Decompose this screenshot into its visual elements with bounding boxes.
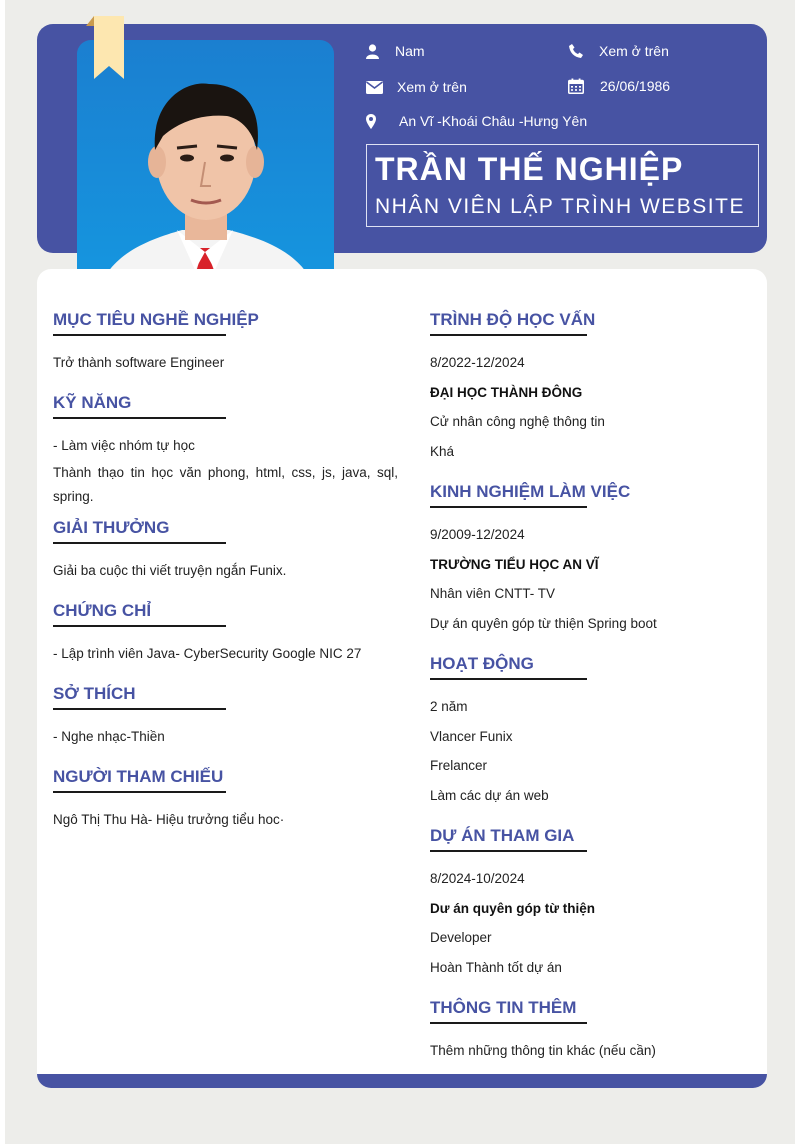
section-divider (430, 678, 587, 680)
section-divider (53, 625, 226, 627)
section-awards (53, 516, 398, 586)
education-period: 8/2022-12/2024 (430, 355, 525, 370)
activity-line: Làm các dự án web (430, 787, 549, 803)
certificate-line: - Lập trình viên Java- CyberSecurity Google NIC 27 (53, 646, 362, 661)
section-divider (430, 1022, 587, 1024)
section-divider (430, 334, 587, 336)
section-education (430, 308, 760, 466)
section-title: CHỨNG CHỈ (53, 601, 152, 620)
activity-line: Vlancer Funix (430, 728, 513, 744)
skill-line: Thành thạo tin học văn phong, html, css, js, java, sql, spring. (53, 464, 398, 504)
email-value: Xem ở trên (397, 79, 467, 95)
section-title: THÔNG TIN THÊM (430, 998, 577, 1017)
bookmark-fold (86, 16, 94, 26)
contact-phone (569, 43, 669, 59)
section-projects (430, 824, 760, 982)
section-title: DỰ ÁN THAM GIA (430, 826, 575, 845)
objective-line: Trở thành software Engineer (53, 355, 225, 370)
hobby-line: - Nghe nhạc-Thiền (53, 729, 165, 744)
contact-gender (366, 43, 425, 59)
address-value: An Vĩ -Khoái Châu -Hưng Yên (399, 113, 588, 129)
section-divider (53, 334, 226, 336)
contact-birthday (568, 78, 670, 94)
envelope-icon (366, 81, 383, 94)
bookmark-icon (94, 16, 124, 79)
section-objective (53, 308, 398, 378)
birthday-value: 26/06/1986 (600, 78, 671, 94)
candidate-name: TRẦN THẾ NGHIỆP (375, 151, 684, 187)
more-info-line: Thêm những thông tin khác (nếu cần) (430, 1043, 656, 1058)
section-title: GIẢI THƯỞNG (53, 518, 170, 537)
project-name: Dư án quyên góp từ thiện (430, 900, 596, 916)
experience-period: 9/2009-12/2024 (430, 527, 525, 542)
skill-line: - Làm việc nhóm tự học (53, 438, 195, 453)
project-period: 8/2024-10/2024 (430, 871, 525, 886)
contact-address (366, 113, 587, 129)
section-divider (430, 506, 587, 508)
reference-line: Ngô Thị Thu Hà- Hiệu trưởng tiểu hoc· (53, 812, 285, 827)
gender-value: Nam (395, 43, 425, 59)
phone-value: Xem ở trên (599, 43, 669, 59)
award-line: Giải ba cuộc thi viết truyện ngắn Funix. (53, 563, 287, 578)
section-title: TRÌNH ĐỘ HỌC VẤN (430, 310, 596, 329)
section-skills (53, 391, 398, 509)
job-title: NHÂN VIÊN LẬP TRÌNH WEBSITE (375, 195, 745, 218)
section-title: KỸ NĂNG (53, 393, 132, 412)
calendar-icon (568, 78, 584, 94)
section-more-info (430, 996, 760, 1066)
user-icon (366, 44, 379, 59)
experience-company: TRƯỜNG TIỂU HỌC AN VĨ (430, 556, 599, 572)
section-title: MỤC TIÊU NGHỀ NGHIỆP (53, 310, 259, 329)
contact-email (366, 79, 467, 95)
education-line: Cử nhân công nghệ thông tin (430, 414, 605, 429)
footer-bar (37, 1074, 767, 1088)
section-divider (430, 850, 587, 852)
experience-line: Dự án quyên góp từ thiện Spring boot (430, 615, 657, 631)
education-school: ĐẠI HỌC THÀNH ĐÔNG (430, 384, 583, 400)
section-activities (430, 652, 760, 810)
section-title: HOẠT ĐỘNG (430, 654, 534, 673)
section-experience (430, 480, 760, 638)
phone-icon (569, 44, 583, 58)
activity-line: Frelancer (430, 758, 488, 773)
section-references (53, 765, 398, 835)
section-title: SỞ THÍCH (53, 684, 136, 703)
name-box (366, 144, 759, 227)
activity-line: 2 năm (430, 699, 468, 714)
section-divider (53, 708, 226, 710)
project-line: Developer (430, 930, 492, 945)
education-line: Khá (430, 443, 455, 459)
section-divider (53, 542, 226, 544)
map-marker-icon (366, 114, 376, 129)
experience-line: Nhân viên CNTT- TV (430, 586, 556, 601)
section-certificates (53, 599, 398, 669)
section-title: NGƯỜI THAM CHIẾU (53, 767, 224, 786)
section-divider (53, 791, 226, 793)
project-line: Hoàn Thành tốt dự án (430, 959, 562, 975)
section-title: KINH NGHIỆM LÀM VIỆC (430, 482, 631, 501)
section-divider (53, 417, 226, 419)
section-hobbies (53, 682, 398, 752)
